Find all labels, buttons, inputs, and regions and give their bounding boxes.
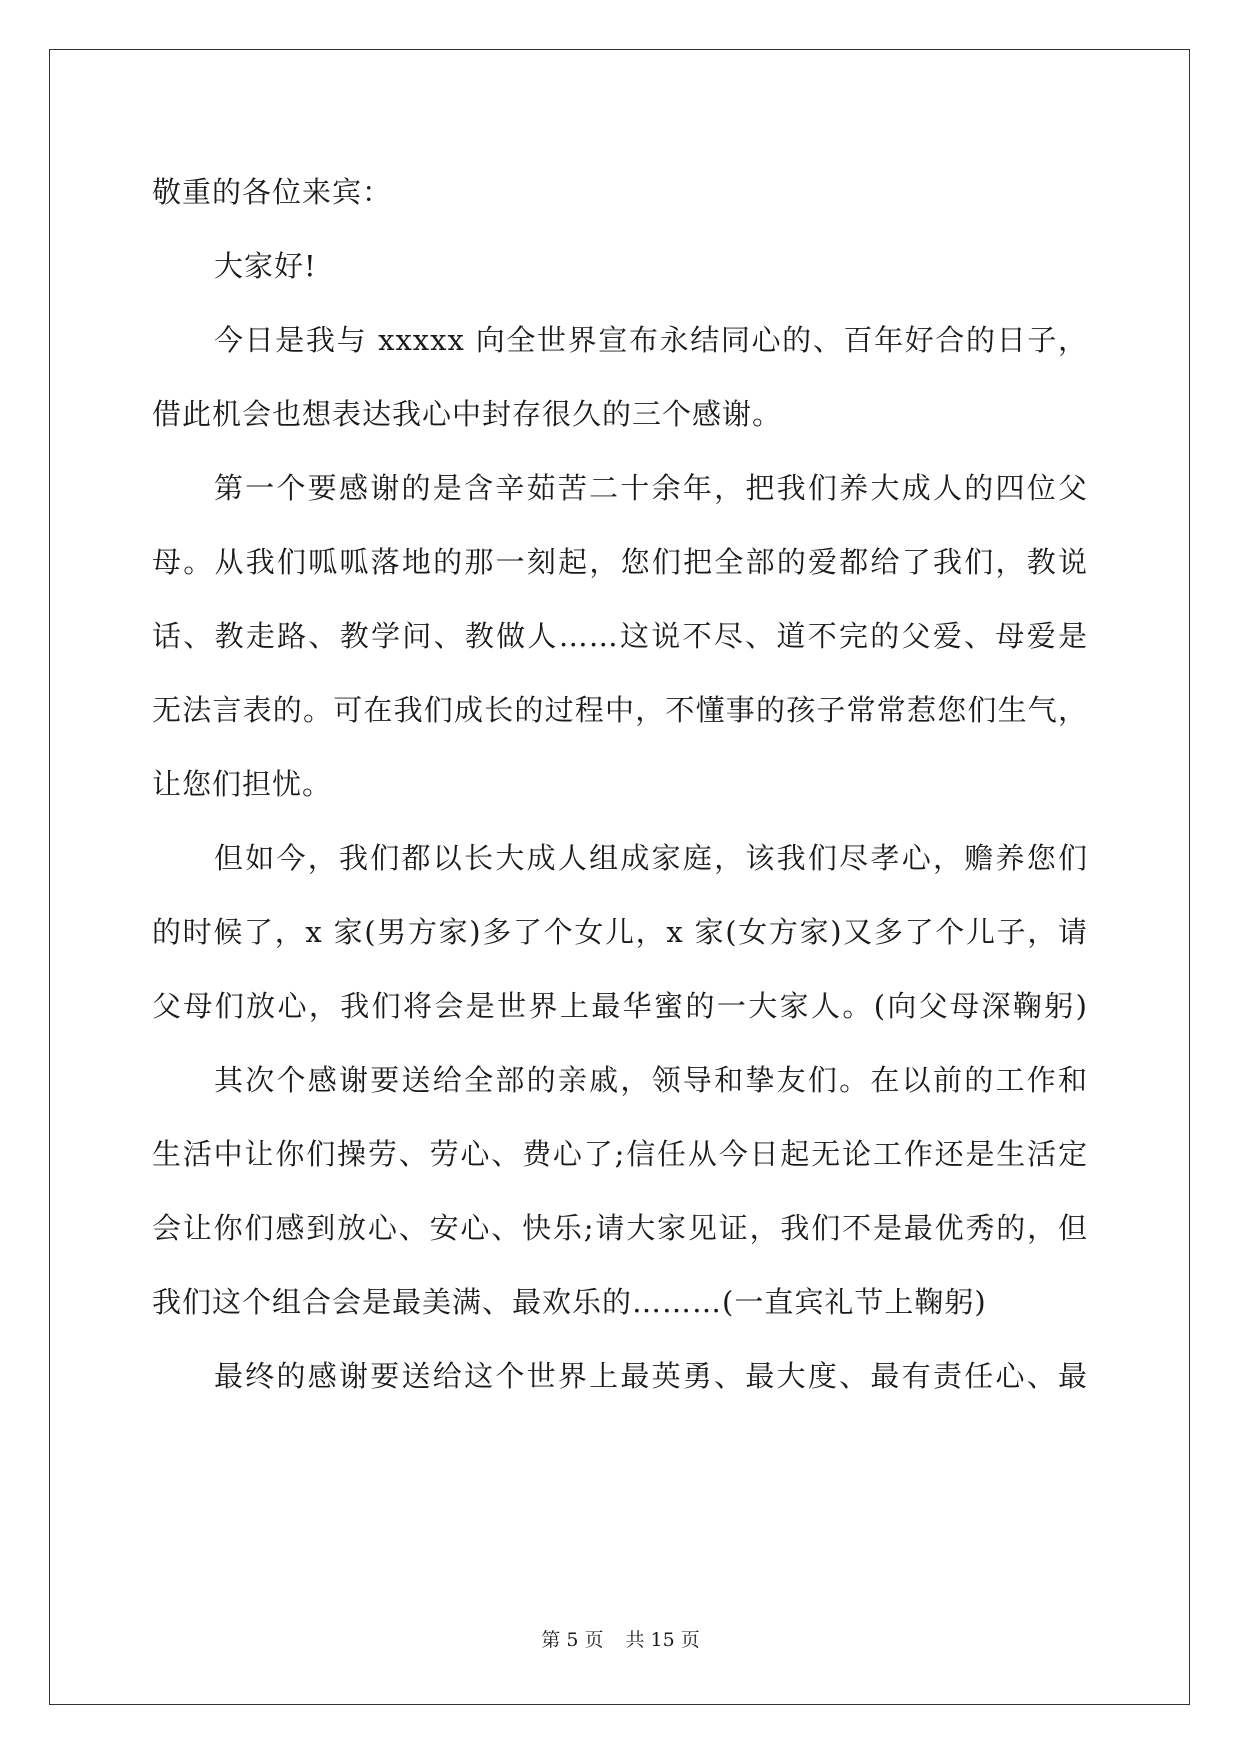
paragraph-line: 我们这个组合会是最美满、最欢乐的………(一直宾礼节上鞠躬) [152, 1285, 987, 1319]
paragraph-line: 母。从我们呱呱落地的那一刻起，您们把全部的爱都给了我们，教说 [152, 545, 1088, 579]
paragraph-line: 借此机会也想表达我心中封存很久的三个感谢。 [152, 397, 783, 431]
paragraph-line: 无法言表的。可在我们成长的过程中，不懂事的孩子常常惹您们生气， [152, 693, 1088, 727]
paragraph-line: 但如今，我们都以长大成人组成家庭，该我们尽孝心，赡养您们 [214, 841, 1088, 875]
paragraph-line: 第一个要感谢的是含辛茹苦二十余年，把我们养大成人的四位父 [214, 471, 1088, 505]
paragraph-line: 让您们担忧。 [152, 767, 333, 801]
paragraph-line: 话、教走路、教学问、教做人……这说不尽、道不完的父爱、母爱是 [152, 619, 1088, 653]
paragraph-line: 今日是我与 xxxxx 向全世界宣布永结同心的、百年好合的日子， [214, 323, 1088, 357]
page-total: 共 15 页 [625, 1629, 700, 1651]
paragraph-line: 最终的感谢要送给这个世界上最英勇、最大度、最有责任心、最 [214, 1359, 1088, 1393]
document-body [152, 155, 1088, 1413]
salutation-line: 敬重的各位来宾： [152, 175, 393, 209]
paragraph-line: 父母们放心，我们将会是世界上最华蜜的一大家人。(向父母深鞠躬) [152, 989, 1088, 1023]
paragraph-line: 会让你们感到放心、安心、快乐;请大家见证，我们不是最优秀的，但 [152, 1211, 1088, 1245]
paragraph-line: 生活中让你们操劳、劳心、费心了;信任从今日起无论工作还是生活定 [152, 1137, 1088, 1171]
page-footer [0, 1628, 1241, 1652]
greeting-line: 大家好! [214, 249, 317, 283]
paragraph-line: 其次个感谢要送给全部的亲戚，领导和挚友们。在以前的工作和 [214, 1063, 1088, 1097]
paragraph-line: 的时候了，x 家(男方家)多了个女儿，x 家(女方家)又多了个儿子，请 [152, 915, 1088, 949]
page-number: 第 5 页 [541, 1629, 604, 1651]
